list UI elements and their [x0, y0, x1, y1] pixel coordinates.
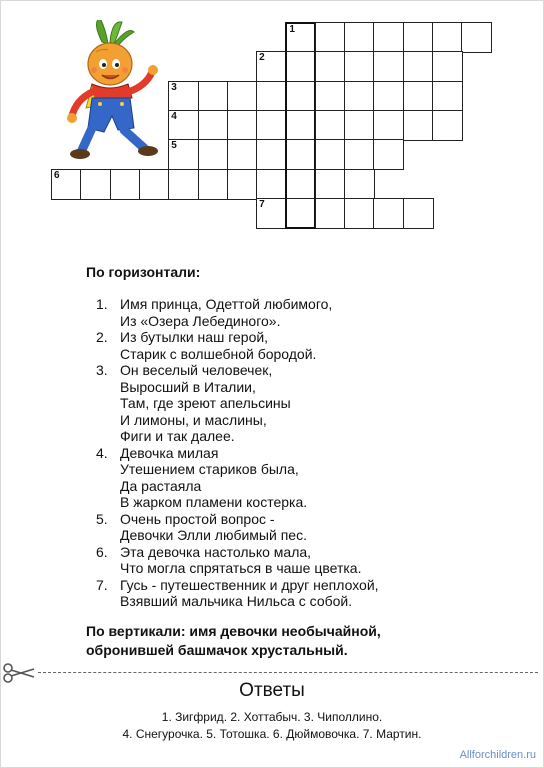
crossword-cell[interactable] [227, 169, 258, 200]
clue-line: Выросший в Италии, [120, 378, 256, 395]
crossword-cell[interactable] [315, 198, 346, 229]
clue-line: Он веселый человечек, [120, 362, 273, 378]
clue-number: 5. [96, 510, 108, 527]
crossword-cell[interactable] [80, 169, 111, 200]
clue-line: В жарком пламени костерка. [120, 494, 308, 510]
clue-line: Да растаяла [120, 477, 202, 494]
clue-line: Утешением стариков была, [120, 461, 299, 477]
crossword-cell[interactable] [403, 81, 434, 112]
crossword-cell[interactable] [315, 169, 346, 200]
crossword-number: 4 [171, 110, 177, 122]
crossword-cell[interactable] [315, 110, 346, 141]
clue-number: 4. [96, 444, 108, 461]
crossword-cell[interactable] [344, 51, 375, 82]
clue-line: Из «Озера Лебединого». [120, 312, 281, 329]
crossword-cell[interactable] [256, 81, 287, 112]
crossword-cell[interactable] [344, 81, 375, 112]
answers-line-1: 1. Зигфрид. 2. Хоттабыч. 3. Чиполлино. [161, 710, 383, 724]
clue-line: Имя принца, Одеттой любимого, [120, 296, 333, 312]
crossword-cell[interactable] [373, 110, 404, 141]
vertical-clue-line-2: обронившей башмачок хрустальный. [86, 642, 348, 658]
crossword-cell[interactable] [198, 139, 229, 170]
crossword-cell[interactable] [227, 110, 258, 141]
clue-item [96, 445, 516, 511]
crossword-cell[interactable] [285, 110, 316, 141]
crossword-number: 3 [171, 81, 177, 93]
crossword-cell[interactable] [403, 22, 434, 53]
crossword-cell[interactable] [315, 22, 346, 53]
clue-text [120, 445, 307, 511]
crossword-cell[interactable] [344, 169, 375, 200]
crossword-number: 5 [171, 140, 177, 152]
crossword-cell[interactable] [285, 22, 316, 53]
clue-item [96, 296, 516, 329]
clue-text [120, 329, 316, 362]
clue-line: Девочка милая [120, 444, 219, 461]
clue-list [96, 296, 516, 610]
crossword-number: 1 [289, 24, 295, 35]
crossword-cell[interactable] [139, 169, 170, 200]
crossword-cell[interactable] [373, 22, 404, 53]
clue-number: 7. [96, 576, 108, 593]
clue-item [96, 544, 516, 577]
crossword-cell[interactable] [432, 51, 463, 82]
crossword-cell[interactable] [432, 22, 463, 53]
crossword-cell[interactable] [110, 169, 141, 200]
clue-line: Гусь - путешественник и друг неплохой, [120, 576, 379, 593]
clue-line: И лимоны, и маслины, [120, 411, 267, 428]
clue-text [120, 577, 379, 610]
crossword-cell[interactable] [256, 110, 287, 141]
crossword-cell[interactable] [373, 139, 404, 170]
crossword-cell[interactable] [432, 110, 463, 141]
clue-text [120, 296, 332, 329]
crossword-cell[interactable] [285, 198, 316, 229]
clue-text [120, 544, 361, 577]
crossword-cell[interactable] [373, 51, 404, 82]
crossword-cell[interactable] [198, 169, 229, 200]
clue-line: Девочки Элли любимый пес. [120, 527, 307, 543]
crossword-cell[interactable] [51, 169, 82, 200]
clue-line: Старик с волшебной бородой. [120, 345, 317, 362]
crossword-cell[interactable] [373, 198, 404, 229]
crossword-cell[interactable] [256, 169, 287, 200]
crossword-cell[interactable] [168, 110, 199, 141]
crossword-cell[interactable] [315, 51, 346, 82]
clue-item [96, 511, 516, 544]
crossword-cell[interactable] [168, 81, 199, 112]
vertical-clue [86, 622, 506, 660]
onion-boy-mascot [62, 20, 172, 170]
crossword-number: 6 [54, 169, 60, 181]
clue-line: Что могла спрятаться в чаше цветка. [120, 560, 362, 576]
crossword-cell[interactable] [256, 51, 287, 82]
crossword-cell[interactable] [285, 169, 316, 200]
crossword-number: 7 [259, 198, 265, 210]
crossword-cell[interactable] [344, 198, 375, 229]
crossword-number: 2 [259, 52, 265, 64]
crossword-cell[interactable] [344, 22, 375, 53]
crossword-cell[interactable] [256, 139, 287, 170]
crossword-cell[interactable] [432, 81, 463, 112]
crossword-cell[interactable] [403, 51, 434, 82]
clue-line: Взявший мальчика Нильса с собой. [120, 593, 353, 609]
clue-item [96, 577, 516, 610]
clue-text [120, 511, 307, 544]
clue-number: 1. [96, 296, 108, 312]
crossword-cell[interactable] [403, 110, 434, 141]
clue-number: 3. [96, 362, 108, 378]
crossword-cell[interactable] [168, 139, 199, 170]
clue-text [120, 362, 291, 445]
clue-line: Из бутылки наш герой, [120, 329, 269, 345]
clue-line: Там, где зреют апельсины [120, 395, 291, 411]
crossword-cell[interactable] [315, 139, 346, 170]
crossword-cell[interactable] [256, 198, 287, 229]
clue-line: Эта девочка настолько мала, [120, 543, 312, 560]
crossword-cell[interactable] [344, 110, 375, 141]
crossword-cell[interactable] [315, 81, 346, 112]
crossword-cell[interactable] [285, 81, 316, 112]
clue-number: 2. [96, 329, 108, 345]
crossword-cell[interactable] [285, 51, 316, 82]
crossword-cell[interactable] [198, 81, 229, 112]
crossword-cell[interactable] [344, 139, 375, 170]
vertical-clue-line-1: По вертикали: имя девочки необычайной, [86, 623, 381, 639]
clue-line: Фиги и так далее. [120, 428, 235, 444]
crossword-cell[interactable] [198, 110, 229, 141]
crossword-cell[interactable] [168, 169, 199, 200]
crossword-cell[interactable] [403, 198, 434, 229]
crossword-cell[interactable] [285, 139, 316, 170]
cut-line [38, 672, 538, 673]
clue-item [96, 329, 516, 362]
clue-item [96, 362, 516, 445]
horizontal-heading: По горизонтали: [86, 264, 201, 280]
clue-number: 6. [96, 543, 108, 560]
crossword-cell[interactable] [461, 22, 492, 53]
answers-title: Ответы [239, 680, 305, 701]
crossword-cell[interactable] [373, 81, 404, 112]
site-link[interactable]: Allforchildren.ru [459, 749, 536, 761]
crossword-cell[interactable] [227, 81, 258, 112]
clue-line: Очень простой вопрос - [120, 510, 275, 527]
answers-line-2: 4. Снегурочка. 5. Тотошка. 6. Дюймовочка. 7. Мартин. [122, 727, 422, 741]
crossword-cell[interactable] [227, 139, 258, 170]
